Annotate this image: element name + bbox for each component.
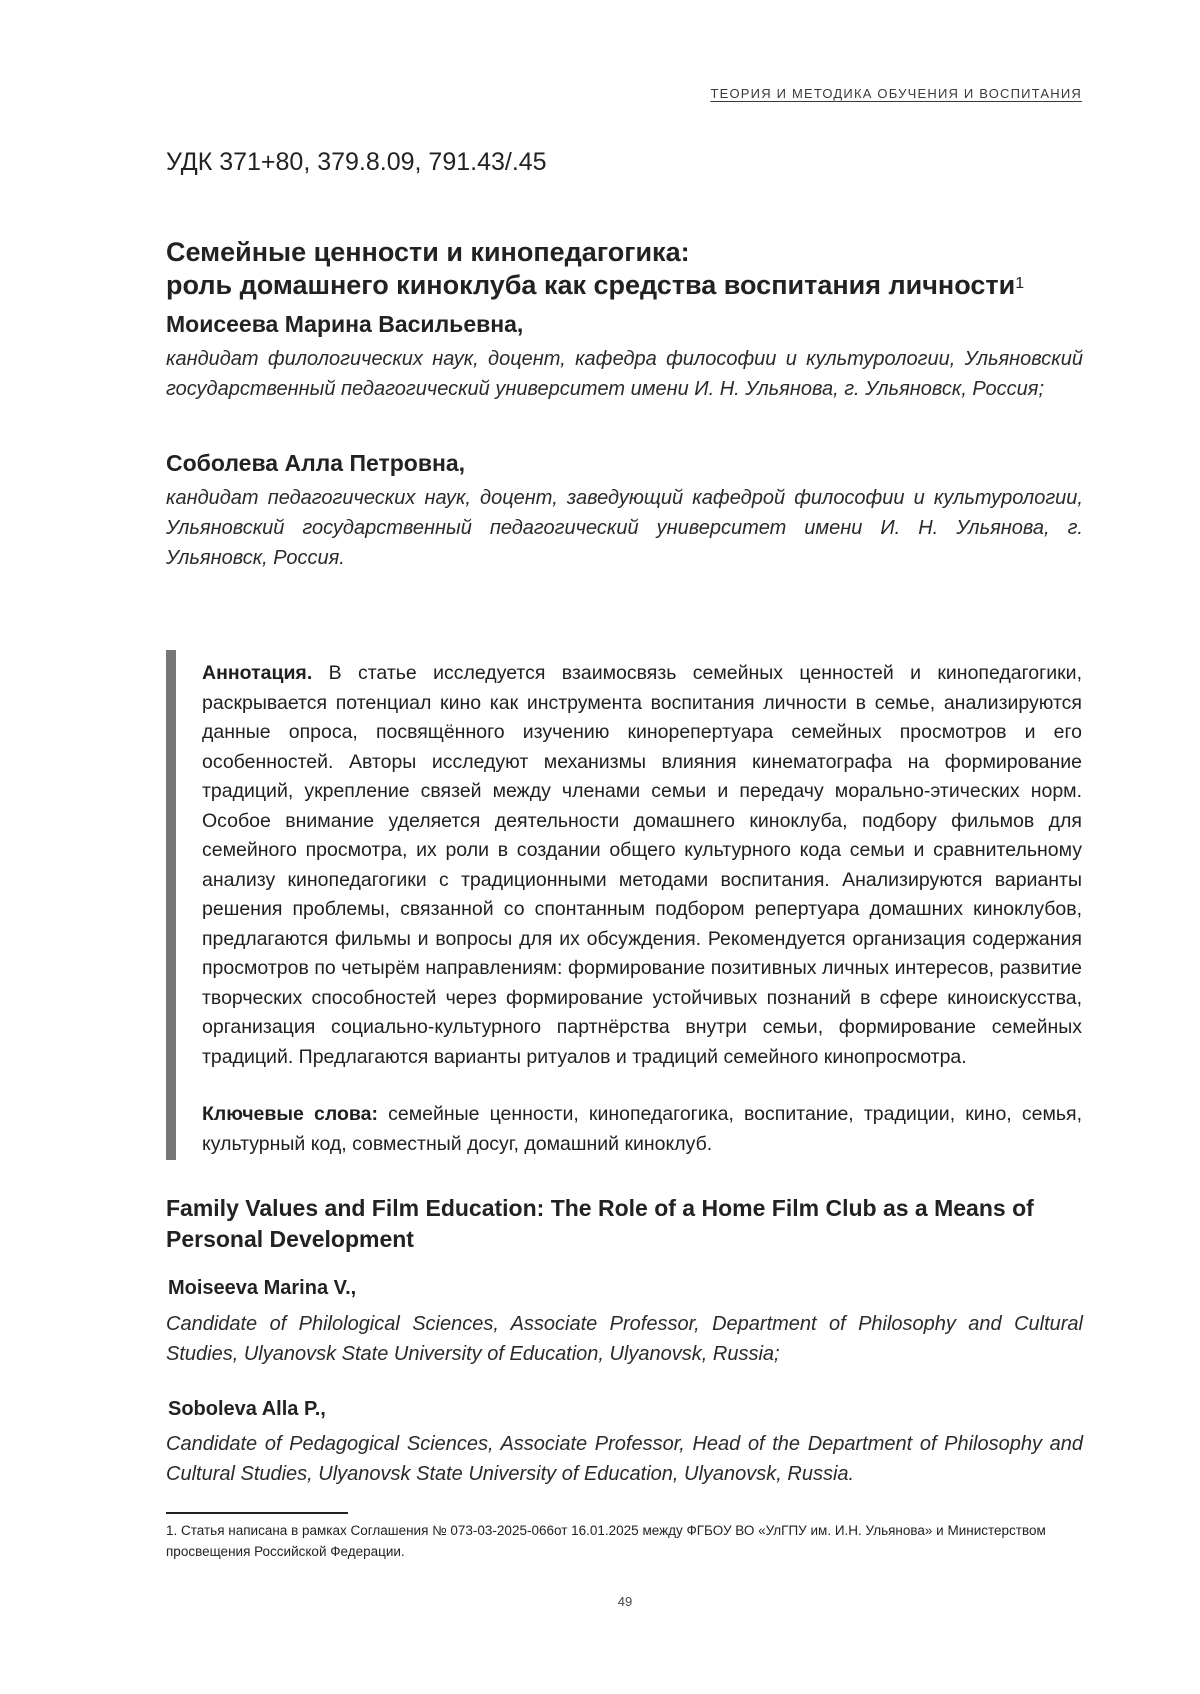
abstract	[202, 659, 1082, 1072]
abstract-sidebar-bar	[166, 650, 176, 1160]
author-2-name-en: Soboleva Alla P.,	[168, 1398, 326, 1420]
page-number: 49	[617, 1594, 633, 1609]
footnote-rule	[166, 1512, 348, 1514]
keywords	[202, 1100, 1082, 1159]
udk-code: УДК 371+80, 379.8.09, 791.43/.45	[166, 148, 547, 176]
article-title-line2: роль домашнего киноклуба как средства воспитания личности	[166, 270, 1016, 300]
article-title-line1: Семейные ценности и кинопедагогика:	[166, 237, 690, 267]
author-1-name: Моисеева Марина Васильевна,	[166, 311, 524, 337]
author-1-name-en: Moiseeva Marina V.,	[168, 1277, 357, 1299]
abstract-label: Аннотация.	[202, 662, 313, 684]
author-1-affiliation: кандидат филологических наук, доцент, кафедра философии и культурологии, Ульяновский государственный педагогический университет имени И. Н. Ульянова, г. Ульяновск, Россия;	[166, 348, 1083, 400]
footnote: 1. Статья написана в рамках Соглашения № 073-03-2025-066от 16.01.2025 между ФГБОУ ВО «УлГПУ им. И.Н. Ульянова» и Министерством просвещения Российской Федерации.	[166, 1523, 1046, 1559]
author-1-affiliation-en: Candidate of Philological Sciences, Associate Professor, Department of Philosophy and Cultural Studies, Ulyanovsk State University of Education, Ulyanovsk, Russia;	[166, 1313, 1083, 1365]
article-title	[166, 236, 1086, 302]
keywords-label: Ключевые слова:	[202, 1103, 378, 1125]
english-title: Family Values and Film Education: The Role of a Home Film Club as a Means of Personal Development	[166, 1195, 1034, 1252]
abstract-text: В статье исследуется взаимосвязь семейных ценностей и кинопедагогики, раскрывается потенциал кино как инструмента воспитания личности в семье, анализируются данные опроса, посвящённого изучению кинорепертуара семейных просмотров и его особенностей. Авторы исследуют механизмы влияния кинематографа на формирование традиций, укрепление связей между членами семьи и передачу морально-этических норм. Особое внимание уделяется деятельности домашнего киноклуба, подбору фильмов для семейного просмотра, их роли в создании общего культурного кода семьи и сравнительному анализу кинопедагогики с традиционными методами воспитания. Анализируются варианты решения проблемы, связанной со спонтанным подбором репертуара домашних киноклубов, предлагаются фильмы и вопросы для их обсуждения. Рекомендуется организация содержания просмотров по четырём направлениям: формирование позитивных личных интересов, развитие творческих способностей через формирование устойчивых познаний в сфере киноискусства, организация социально-культурного партнёрства внутри семьи, формирование семейных традиций. Предлагаются варианты ритуалов и традиций семейного кинопросмотра.	[202, 662, 1082, 1068]
author-2-name: Соболева Алла Петровна,	[166, 450, 466, 476]
keywords-text: семейные ценности, кинопедагогика, воспитание, традиции, кино, семья, культурный код, совместный досуг, домашний киноклуб.	[202, 1103, 1082, 1155]
author-2-affiliation-en: Candidate of Pedagogical Sciences, Associate Professor, Head of the Department of Philosophy and Cultural Studies, Ulyanovsk State University of Education, Ulyanovsk, Russia.	[166, 1433, 1083, 1485]
author-2-affiliation: кандидат педагогических наук, доцент, заведующий кафедрой философии и культурологии, Ульяновский государственный педагогический университет имени И. Н. Ульянова, г. Ульяновск, Россия.	[166, 487, 1083, 569]
running-head: ТЕОРИЯ И МЕТОДИКА ОБУЧЕНИЯ И ВОСПИТАНИЯ	[710, 86, 1082, 101]
title-footnote-mark[interactable]: 1	[1015, 275, 1025, 292]
